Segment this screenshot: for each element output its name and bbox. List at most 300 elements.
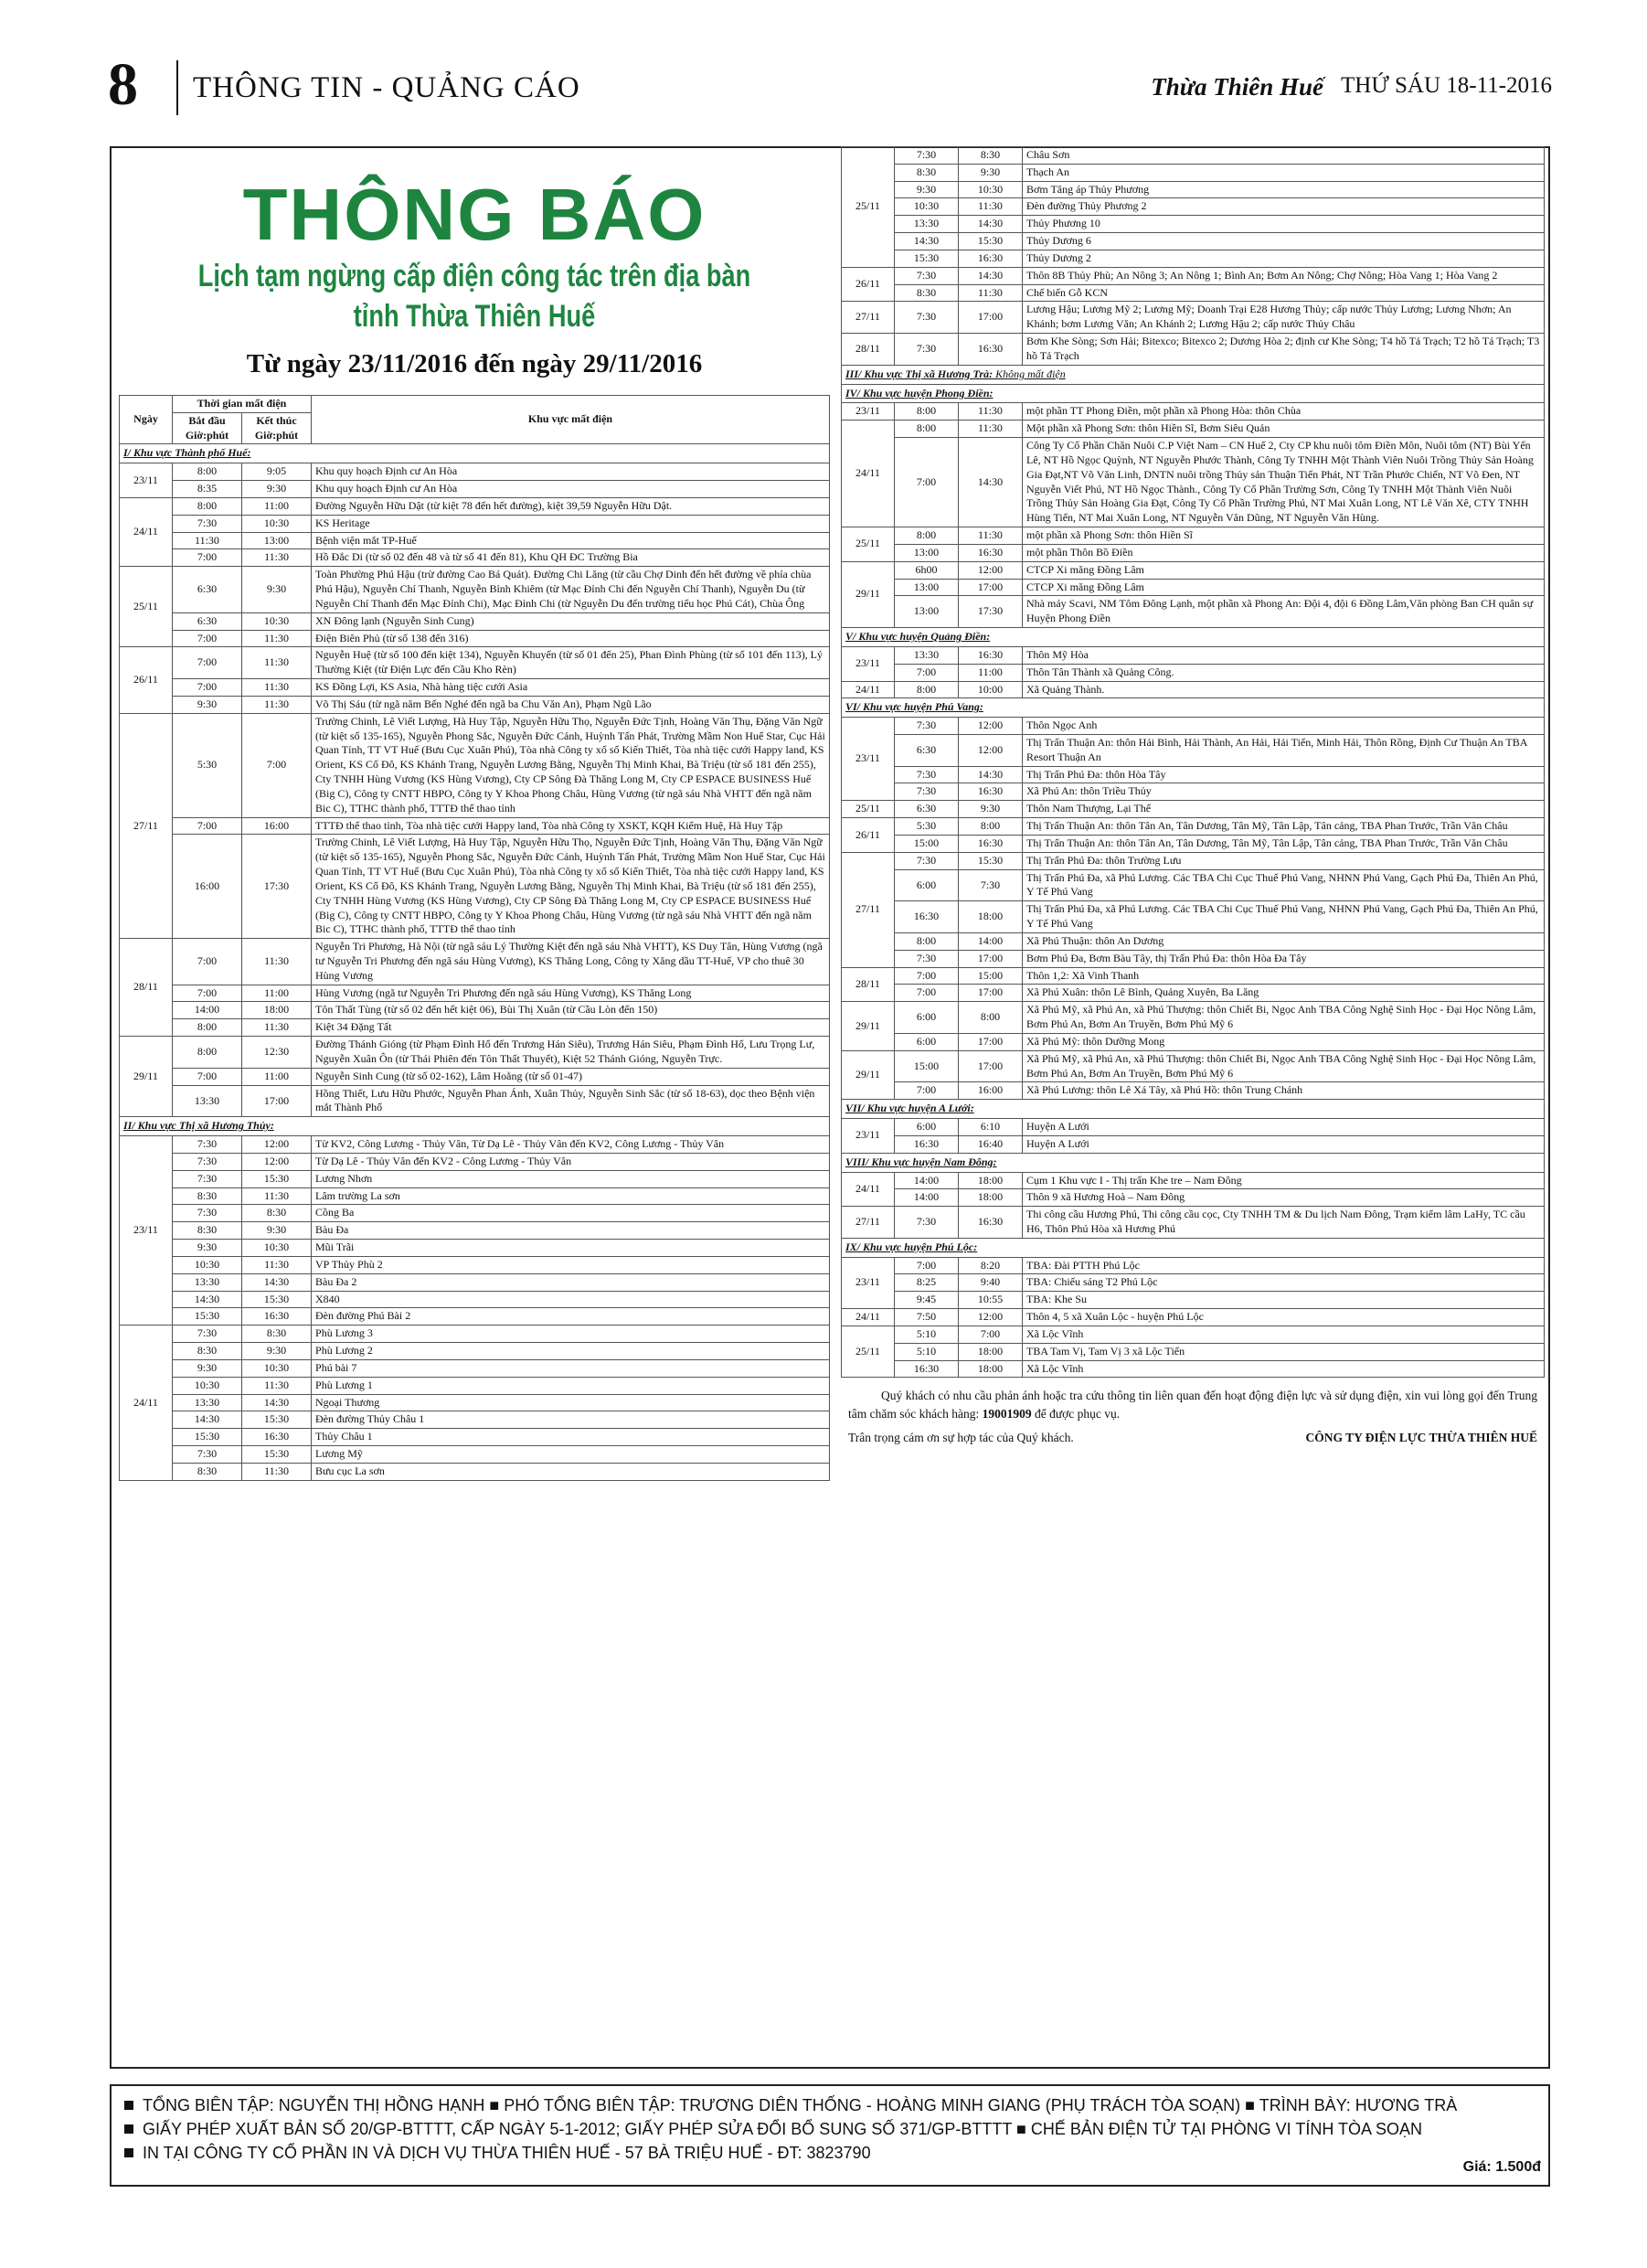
table-row xyxy=(842,216,1545,233)
start-time-cell: 7:30 xyxy=(173,515,242,532)
region-row xyxy=(842,1153,1545,1172)
page-header xyxy=(108,53,1552,117)
table-row xyxy=(120,481,830,498)
end-time-cell: 18:00 xyxy=(959,901,1023,933)
bullet-icon xyxy=(124,2124,133,2134)
bullet-icon xyxy=(124,2101,133,2110)
table-row xyxy=(842,1050,1545,1082)
end-time-cell: 12:30 xyxy=(242,1037,312,1069)
table-row xyxy=(842,233,1545,250)
area-cell: Phù Lương 1 xyxy=(312,1377,830,1394)
area-cell: TBA Tam Vị, Tam Vị 3 xã Lộc Tiến xyxy=(1023,1343,1545,1360)
table-row xyxy=(842,1257,1545,1274)
end-time-cell: 10:00 xyxy=(959,681,1023,698)
day-cell: 29/11 xyxy=(842,561,895,627)
start-time-cell: 5:30 xyxy=(173,713,242,817)
table-row xyxy=(120,1359,830,1377)
end-time-cell: 15:30 xyxy=(959,233,1023,250)
table-row xyxy=(842,1135,1545,1153)
area-cell: Từ Dạ Lê - Thủy Vân đến KV2 - Công Lương - Thủy Vân xyxy=(312,1153,830,1170)
col-header-start: Bắt đầu Giờ:phút xyxy=(173,412,242,444)
masthead-footer xyxy=(110,2084,1550,2187)
start-time-cell: 7:30 xyxy=(895,852,959,869)
notice-subtitle: Lịch tạm ngừng cấp điện công tác trên địa bàn tỉnh Thừa Thiên Huế xyxy=(197,259,751,334)
start-time-cell: 7:00 xyxy=(895,438,959,527)
area-cell: Võ Thị Sáu (từ ngã năm Bến Nghé đến ngã ba Chu Văn An), Phạm Ngũ Lão xyxy=(312,696,830,713)
start-time-cell: 7:00 xyxy=(173,985,242,1002)
area-cell: Thị Trấn Phú Đa: thôn Hòa Tây xyxy=(1023,766,1545,783)
start-time-cell: 7:30 xyxy=(895,766,959,783)
area-cell: Xã Lộc Vĩnh xyxy=(1023,1326,1545,1343)
area-cell: Thôn Tân Thành xã Quảng Công. xyxy=(1023,664,1545,681)
end-time-cell: 7:30 xyxy=(959,869,1023,901)
end-time-cell: 10:30 xyxy=(242,515,312,532)
end-time-cell: 14:30 xyxy=(959,216,1023,233)
table-row xyxy=(842,596,1545,628)
end-time-cell: 14:30 xyxy=(959,438,1023,527)
table-row xyxy=(842,852,1545,869)
day-cell: 28/11 xyxy=(842,334,895,366)
end-time-cell: 11:30 xyxy=(959,198,1023,216)
day-cell: 27/11 xyxy=(842,302,895,334)
end-time-cell: 16:40 xyxy=(959,1135,1023,1153)
col-header-end: Kết thúc Giờ:phút xyxy=(242,412,312,444)
footer-license: GIẤY PHÉP XUẤT BẢN SỐ 20/GP-BTTTT, CẤP NGÀY 5-1-2012; GIẤY PHÉP SỬA ĐỔI BỔ SUNG SỐ 371/GP-BTTTT ■ CHẾ BẢN ĐIỆN TỬ TẠI PHÒNG VI TÍNH TÒA SOẠN xyxy=(143,2120,1423,2138)
end-time-cell: 10:30 xyxy=(959,181,1023,198)
table-row xyxy=(842,334,1545,366)
day-cell: 27/11 xyxy=(842,852,895,967)
area-cell: Khu quy hoạch Định cư An Hòa xyxy=(312,481,830,498)
end-time-cell: 11:00 xyxy=(242,497,312,515)
area-cell: Xã Lộc Vĩnh xyxy=(1023,1360,1545,1378)
table-row xyxy=(842,818,1545,836)
end-time-cell: 17:00 xyxy=(959,1033,1023,1050)
day-cell: 25/11 xyxy=(120,567,173,647)
area-cell: Thủy Dương 6 xyxy=(1023,233,1545,250)
day-cell: 25/11 xyxy=(842,1326,895,1377)
region-heading: III/ Khu vực Thị xã Hương Trà: Không mất điện xyxy=(842,365,1545,384)
start-time-cell: 14:30 xyxy=(895,233,959,250)
area-cell: Đèn đường Thủy Phương 2 xyxy=(1023,198,1545,216)
area-cell: Hồng Thiết, Lưu Hữu Phước, Nguyễn Phan Ánh, Xuân Thủy, Nguyễn Sinh Sắc (từ số 18-63), dọc theo Bệnh viện mắt Thành Phố xyxy=(312,1085,830,1117)
area-cell: Từ KV2, Công Lương - Thủy Vân, Từ Dạ Lê - Thủy Vân đến KV2, Công Lương - Thủy Vân xyxy=(312,1136,830,1154)
start-time-cell: 9:30 xyxy=(895,181,959,198)
table-row xyxy=(120,1002,830,1019)
end-time-cell: 11:30 xyxy=(242,939,312,985)
end-time-cell: 14:30 xyxy=(959,267,1023,284)
day-cell: 23/11 xyxy=(842,1119,895,1154)
table-row xyxy=(120,1394,830,1411)
end-time-cell: 17:00 xyxy=(959,985,1023,1002)
region-heading: VIII/ Khu vực huyện Nam Đông: xyxy=(842,1153,1545,1172)
table-row xyxy=(120,1085,830,1117)
start-time-cell: 15:00 xyxy=(895,1050,959,1082)
day-cell: 24/11 xyxy=(842,421,895,527)
end-time-cell: 11:30 xyxy=(242,1256,312,1273)
thanks-text: Trân trọng cám ơn sự hợp tác của Quý khách. xyxy=(848,1431,1074,1445)
table-row xyxy=(842,147,1545,165)
hotline-number: 19001909 xyxy=(982,1407,1032,1421)
table-row xyxy=(120,1377,830,1394)
start-time-cell: 7:00 xyxy=(895,967,959,985)
company-name: CÔNG TY ĐIỆN LỰC THỪA THIÊN HUẾ xyxy=(1305,1431,1537,1445)
table-row xyxy=(120,1429,830,1446)
region-heading: V/ Khu vực huyện Quảng Điền: xyxy=(842,628,1545,647)
region-heading: II/ Khu vực Thị xã Hương Thủy: xyxy=(120,1117,830,1136)
end-time-cell: 8:00 xyxy=(959,818,1023,836)
day-cell: 24/11 xyxy=(842,1309,895,1326)
day-cell: 23/11 xyxy=(842,403,895,421)
notice-date-range: Từ ngày 23/11/2016 đến ngày 29/11/2016 xyxy=(246,349,703,378)
start-time-cell: 6:30 xyxy=(173,567,242,612)
day-cell: 23/11 xyxy=(842,718,895,801)
start-time-cell: 8:35 xyxy=(173,481,242,498)
area-cell: Lương Mỹ xyxy=(312,1446,830,1464)
area-cell: Thôn Ngọc Anh xyxy=(1023,718,1545,735)
start-time-cell: 16:00 xyxy=(173,835,242,939)
end-time-cell: 12:00 xyxy=(242,1136,312,1154)
footer-editors: TỔNG BIÊN TẬP: NGUYỄN THỊ HỒNG HẠNH ■ PHÓ TỔNG BIÊN TẬP: TRƯƠNG DIÊN THỐNG - HOÀNG MINH GIANG (PHỤ TRÁCH TÒA SOẠN) ■ TRÌNH BÀY: HƯƠNG TRÀ xyxy=(143,2096,1458,2114)
day-cell: 23/11 xyxy=(120,1136,173,1326)
end-time-cell: 7:00 xyxy=(242,713,312,817)
start-time-cell: 7:00 xyxy=(173,549,242,567)
end-time-cell: 11:00 xyxy=(242,985,312,1002)
day-cell: 24/11 xyxy=(842,1172,895,1207)
area-cell: Thị Trấn Thuận An: thôn Hải Bình, Hải Thành, An Hải, Hải Tiến, Minh Hải, Thôn Rồng, Định Cư Thuận An TBA Resort Thuận An xyxy=(1023,734,1545,766)
start-time-cell: 7:30 xyxy=(173,1153,242,1170)
area-cell: Xã Phú Mỹ: thôn Dưỡng Mong xyxy=(1023,1033,1545,1050)
area-cell: Chế biến Gỗ KCN xyxy=(1023,284,1545,302)
start-time-cell: 15:30 xyxy=(173,1308,242,1326)
area-cell: Phú bài 7 xyxy=(312,1359,830,1377)
contact-note: Quý khách có nhu cầu phản ánh hoặc tra cứu thông tin liên quan đến hoạt động điện lực và sử dụng điện, xin vui lòng gọi đến Trung tâm chăm sóc khách hàng: 19001909 để được phục vụ. xyxy=(848,1389,1537,1421)
table-row xyxy=(120,817,830,835)
table-row xyxy=(842,869,1545,901)
start-time-cell: 7:30 xyxy=(895,147,959,165)
area-cell: Xã Phú An: thôn Triều Thủy xyxy=(1023,783,1545,801)
start-time-cell: 13:30 xyxy=(173,1085,242,1117)
schedule-table-right xyxy=(841,146,1545,1378)
start-time-cell: 15:30 xyxy=(895,250,959,267)
area-cell: Thủy Dương 2 xyxy=(1023,250,1545,267)
start-time-cell: 6:30 xyxy=(173,612,242,630)
area-cell: Huyện A Lưới xyxy=(1023,1119,1545,1136)
table-row xyxy=(842,544,1545,561)
start-time-cell: 11:30 xyxy=(173,532,242,549)
table-row xyxy=(120,497,830,515)
start-time-cell: 10:30 xyxy=(173,1256,242,1273)
table-row xyxy=(842,801,1545,818)
end-time-cell: 9:30 xyxy=(242,481,312,498)
end-time-cell: 9:30 xyxy=(959,164,1023,181)
table-row xyxy=(842,734,1545,766)
end-time-cell: 16:30 xyxy=(959,646,1023,664)
table-row xyxy=(120,515,830,532)
region-row xyxy=(120,444,830,463)
area-cell: Bàu Đa 2 xyxy=(312,1273,830,1291)
table-row xyxy=(842,250,1545,267)
end-time-cell: 17:30 xyxy=(242,835,312,939)
area-cell: một phần xã Phong Sơn: thôn Hiền Sĩ xyxy=(1023,527,1545,545)
end-time-cell: 16:30 xyxy=(959,334,1023,366)
area-cell: Nguyễn Sinh Cung (từ số 02-162), Lâm Hoằng (từ số 01-47) xyxy=(312,1068,830,1085)
area-cell: Thị Trấn Phú Đa, xã Phú Lương. Các TBA Chi Cục Thuế Phú Vang, NHNN Phú Vang, Gạch Phú Đa, Thiên An Phú, Y Tế Phú Vang xyxy=(1023,901,1545,933)
start-time-cell: 7:50 xyxy=(895,1309,959,1326)
end-time-cell: 10:30 xyxy=(242,612,312,630)
day-cell: 23/11 xyxy=(842,646,895,681)
start-time-cell: 13:30 xyxy=(895,216,959,233)
table-row xyxy=(842,1082,1545,1100)
table-row xyxy=(842,664,1545,681)
end-time-cell: 9:30 xyxy=(242,1222,312,1240)
end-time-cell: 11:00 xyxy=(959,664,1023,681)
end-time-cell: 18:00 xyxy=(242,1002,312,1019)
area-cell: TTTĐ thể thao tỉnh, Tòa nhà tiệc cưới Happy land, Tòa nhà Công ty XSKT, KQH Kiểm Huệ, Hà Huy Tập xyxy=(312,817,830,835)
table-row xyxy=(120,1291,830,1308)
table-row xyxy=(842,1360,1545,1378)
start-time-cell: 9:30 xyxy=(173,1359,242,1377)
end-time-cell: 14:30 xyxy=(242,1394,312,1411)
area-cell: Thủy Phương 10 xyxy=(1023,216,1545,233)
area-cell: Nguyễn Huệ (từ số 100 đến kiệt 134), Nguyễn Khuyến (từ số 01 đến 25), Phan Đình Phùng (từ số 101 đến 113), Lý Thường Kiệt (từ Điện Lực đến Cầu Kho Rèn) xyxy=(312,647,830,679)
start-time-cell: 16:30 xyxy=(895,1135,959,1153)
end-time-cell: 16:30 xyxy=(959,544,1023,561)
table-row xyxy=(842,783,1545,801)
end-time-cell: 16:30 xyxy=(959,835,1023,852)
region-row xyxy=(842,698,1545,718)
table-row xyxy=(842,932,1545,950)
region-row xyxy=(842,384,1545,403)
area-cell: Công Ty Cổ Phần Chăn Nuôi C.P Việt Nam – CN Huế 2, Cty CP khu nuôi tôm Điền Môn, Nuôi tôm (NT) Bùi Yến Lê, NT Hồ Ngọc Quỳnh, NT Nguyễn Phước Thành, Công Ty TNHH Một Thành Viên Nuôi Trồng Thủy Sản Hoàng Gia Đạt,NT Võ Văn Linh, DNTN nuôi trồng Thủy sản Thuận Tiến Phát, NT Trần Phước Chiến, NT Võ Đen, NT Nguyễn Viết Phú, NT Hồ Ngọc Thành., Công Ty Cổ Phần Trường Sơn, Công Ty TNHH Một Thành Viên Nuôi Trồng Thủy Sản Hoàng Gia Đạt, Công Ty Cổ Phần Trường Phú, NT Mai Xuân Long, NT Lê Văn Xê, CTY TNHH Hùng Tiến, NT Mai Xuân Long, NT Nguyễn Văn Dũng, NT Nguyễn Văn Hùng. xyxy=(1023,438,1545,527)
table-row xyxy=(842,527,1545,545)
end-time-cell: 16:30 xyxy=(959,783,1023,801)
area-cell: Bơm Phú Đa, Bơm Bàu Tây, thị Trấn Phú Đa: thôn Hòa Đa Tây xyxy=(1023,950,1545,967)
page-number: 8 xyxy=(108,51,138,118)
end-time-cell: 18:00 xyxy=(959,1172,1023,1189)
start-time-cell: 7:30 xyxy=(895,783,959,801)
area-cell: Thị Trấn Phú Đa: thôn Trường Lưu xyxy=(1023,852,1545,869)
col-header-area: Khu vực mất điện xyxy=(312,396,830,444)
table-row xyxy=(842,766,1545,783)
table-row xyxy=(120,612,830,630)
end-time-cell: 11:30 xyxy=(242,1377,312,1394)
area-cell: Kiệt 34 Đặng Tất xyxy=(312,1019,830,1037)
end-time-cell: 18:00 xyxy=(959,1189,1023,1207)
area-cell: TBA: Đài PTTH Phú Lộc xyxy=(1023,1257,1545,1274)
start-time-cell: 7:30 xyxy=(895,718,959,735)
area-cell: Mũi Trãi xyxy=(312,1240,830,1257)
area-cell: Đèn đường Phú Bài 2 xyxy=(312,1308,830,1326)
start-time-cell: 7:00 xyxy=(173,647,242,679)
start-time-cell: 7:30 xyxy=(895,302,959,334)
region-heading: VI/ Khu vực huyện Phú Vang: xyxy=(842,698,1545,718)
start-time-cell: 7:30 xyxy=(173,1205,242,1222)
region-row xyxy=(842,628,1545,647)
start-time-cell: 8:30 xyxy=(173,1343,242,1360)
table-row xyxy=(120,567,830,612)
table-row xyxy=(120,1446,830,1464)
area-cell: Hồ Đắc Di (từ số 02 đến 48 và từ số 41 đến 81), Khu QH ĐC Trường Bia xyxy=(312,549,830,567)
start-time-cell: 16:30 xyxy=(895,901,959,933)
day-cell: 24/11 xyxy=(842,681,895,698)
start-time-cell: 9:30 xyxy=(173,1240,242,1257)
area-cell: Xã Phú Thuận: thôn An Dương xyxy=(1023,932,1545,950)
area-cell: Thôn 9 xã Hương Hoà – Nam Đông xyxy=(1023,1189,1545,1207)
right-column xyxy=(841,146,1545,2060)
area-cell: Thị Trấn Phú Đa, xã Phú Lương. Các TBA Chi Cục Thuế Phú Vang, NHNN Phú Vang, Gạch Phú Đa, Thiên An Phú, Y Tế Phú Vang xyxy=(1023,869,1545,901)
table-row xyxy=(120,1068,830,1085)
day-cell: 26/11 xyxy=(120,647,173,713)
end-time-cell: 17:00 xyxy=(959,302,1023,334)
area-cell: Xã Phú Mỹ, xã Phú An, xã Phú Thượng: thôn Chiết Bi, Ngọc Anh TBA Công Nghệ Sinh Học - Đại Học Nông Lâm, Bơm Phú An, Bơm An Truyền, Bơm Phú Mỹ 6 xyxy=(1023,1050,1545,1082)
end-time-cell: 10:55 xyxy=(959,1292,1023,1309)
table-row xyxy=(842,1292,1545,1309)
end-time-cell: 16:30 xyxy=(242,1308,312,1326)
area-cell: Bệnh viện mắt TP-Huế xyxy=(312,532,830,549)
start-time-cell: 5:10 xyxy=(895,1343,959,1360)
start-time-cell: 16:30 xyxy=(895,1360,959,1378)
table-row xyxy=(120,1308,830,1326)
area-cell: Nguyễn Tri Phương, Hà Nội (từ ngã sáu Lý Thường Kiệt đến ngã sáu Nhà VHTT), KS Duy Tân, Hùng Vương (ngã tư Nguyễn Tri Phương đến ngã sáu Hùng Vương), KS Thăng Long, Công ty Xăng dầu TT-Huế, VP cho thuê 30 Hùng Vương xyxy=(312,939,830,985)
start-time-cell: 6:00 xyxy=(895,1033,959,1050)
end-time-cell: 11:30 xyxy=(242,1187,312,1205)
area-cell: Một phần xã Phong Sơn: thôn Hiền Sĩ, Bơm Siêu Quản xyxy=(1023,421,1545,438)
day-cell: 26/11 xyxy=(842,267,895,302)
area-cell: Phù Lương 3 xyxy=(312,1326,830,1343)
start-time-cell: 13:00 xyxy=(895,579,959,596)
region-heading: I/ Khu vực Thành phố Huế: xyxy=(120,444,830,463)
start-time-cell: 7:30 xyxy=(173,1446,242,1464)
start-time-cell: 7:00 xyxy=(895,985,959,1002)
end-time-cell: 11:30 xyxy=(242,696,312,713)
end-time-cell: 10:30 xyxy=(242,1359,312,1377)
start-time-cell: 8:00 xyxy=(173,1037,242,1069)
bullet-icon xyxy=(124,2148,133,2157)
table-row xyxy=(842,403,1545,421)
start-time-cell: 6:30 xyxy=(895,801,959,818)
day-cell: 25/11 xyxy=(842,527,895,562)
start-time-cell: 15:30 xyxy=(173,1429,242,1446)
table-row xyxy=(120,463,830,481)
day-cell: 26/11 xyxy=(842,818,895,853)
table-row xyxy=(842,181,1545,198)
day-cell: 24/11 xyxy=(120,497,173,566)
start-time-cell: 14:00 xyxy=(895,1172,959,1189)
area-cell: một phần Thôn Bồ Điền xyxy=(1023,544,1545,561)
area-cell: Thôn 1,2: Xã Vinh Thanh xyxy=(1023,967,1545,985)
start-time-cell: 8:30 xyxy=(895,164,959,181)
area-cell: Thôn Mỹ Hòa xyxy=(1023,646,1545,664)
area-cell: Bơm Tăng áp Thủy Phương xyxy=(1023,181,1545,198)
area-cell: Châu Sơn xyxy=(1023,147,1545,165)
table-row xyxy=(120,1273,830,1291)
table-row xyxy=(842,579,1545,596)
end-time-cell: 11:30 xyxy=(959,527,1023,545)
area-cell: Xã Quảng Thành. xyxy=(1023,681,1545,698)
end-time-cell: 8:30 xyxy=(959,147,1023,165)
end-time-cell: 15:30 xyxy=(959,852,1023,869)
start-time-cell: 13:00 xyxy=(895,544,959,561)
area-cell: Thôn 4, 5 xã Xuân Lộc - huyện Phú Lộc xyxy=(1023,1309,1545,1326)
table-row xyxy=(842,1274,1545,1292)
table-row xyxy=(120,835,830,939)
area-cell: Hùng Vương (ngã tư Nguyễn Tri Phương đến ngã sáu Hùng Vương), KS Thăng Long xyxy=(312,985,830,1002)
area-cell: TBA: Chiếu sáng T2 Phú Lộc xyxy=(1023,1274,1545,1292)
table-row xyxy=(120,532,830,549)
table-row xyxy=(842,1189,1545,1207)
table-row xyxy=(120,549,830,567)
start-time-cell: 8:30 xyxy=(173,1463,242,1480)
start-time-cell: 7:00 xyxy=(173,817,242,835)
table-row xyxy=(120,1187,830,1205)
table-row xyxy=(120,985,830,1002)
start-time-cell: 7:00 xyxy=(895,1257,959,1274)
region-row xyxy=(842,1238,1545,1257)
start-time-cell: 13:30 xyxy=(173,1394,242,1411)
schedule-table-left xyxy=(119,395,830,1481)
start-time-cell: 8:25 xyxy=(895,1274,959,1292)
end-time-cell: 14:00 xyxy=(959,932,1023,950)
left-column xyxy=(119,146,830,2041)
area-cell: Khu quy hoạch Định cư An Hòa xyxy=(312,463,830,481)
area-cell: VP Thủy Phù 2 xyxy=(312,1256,830,1273)
area-cell: Bàu Đa xyxy=(312,1222,830,1240)
end-time-cell: 11:30 xyxy=(242,1019,312,1037)
start-time-cell: 14:00 xyxy=(173,1002,242,1019)
area-cell: Xã Phú Lương: thôn Lê Xá Tây, xã Phú Hồ: thôn Trung Chánh xyxy=(1023,1082,1545,1100)
table-row xyxy=(842,1207,1545,1239)
region-row xyxy=(842,365,1545,384)
end-time-cell: 18:00 xyxy=(959,1360,1023,1378)
table-row xyxy=(842,302,1545,334)
start-time-cell: 7:00 xyxy=(173,1068,242,1085)
end-time-cell: 12:00 xyxy=(959,734,1023,766)
area-cell: Tôn Thất Tùng (từ số 02 đến hết kiệt 06), Bùi Thị Xuân (từ Cầu Lòn đến 150) xyxy=(312,1002,830,1019)
area-cell: Xã Phú Mỹ, xã Phú An, xã Phú Thượng: thôn Chiết Bi, Ngọc Anh TBA Công Nghệ Sinh Học - Đại Học Nông Lâm, Bơm Phú An, Bơm An Truyền, Bơm Phú Mỹ 6 xyxy=(1023,1002,1545,1034)
end-time-cell: 15:30 xyxy=(242,1170,312,1187)
table-row xyxy=(120,1019,830,1037)
start-time-cell: 8:30 xyxy=(173,1222,242,1240)
end-time-cell: 11:30 xyxy=(242,549,312,567)
table-row xyxy=(842,967,1545,985)
table-row xyxy=(120,1240,830,1257)
day-cell: 27/11 xyxy=(120,713,173,938)
end-time-cell: 12:00 xyxy=(959,718,1023,735)
footer-printer: IN TẠI CÔNG TY CỔ PHẦN IN VÀ DỊCH VỤ THỪA THIÊN HUẾ - 57 BÀ TRIỆU HUẾ - ĐT: 3823790 xyxy=(143,2144,871,2162)
region-row xyxy=(842,1100,1545,1119)
start-time-cell: 8:00 xyxy=(895,421,959,438)
table-row xyxy=(120,1170,830,1187)
start-time-cell: 9:45 xyxy=(895,1292,959,1309)
area-cell: CTCP Xi măng Đồng Lâm xyxy=(1023,579,1545,596)
area-cell: Thi công cầu Hương Phú, Thi công cầu cọc, Cty TNHH TM & Du lịch Nam Đông, Trạm kiểm lâm LaHy, TC cầu H6, Thôn Phú Hòa xã Hương Phú xyxy=(1023,1207,1545,1239)
table-row xyxy=(842,1309,1545,1326)
end-time-cell: 11:30 xyxy=(242,647,312,679)
area-cell: Thôn Nam Thượng, Lại Thế xyxy=(1023,801,1545,818)
table-row xyxy=(842,1119,1545,1136)
end-time-cell: 11:00 xyxy=(242,1068,312,1085)
table-row xyxy=(842,421,1545,438)
table-row xyxy=(120,1136,830,1154)
area-cell: Điện Biên Phủ (từ số 138 đến 316) xyxy=(312,630,830,647)
start-time-cell: 7:30 xyxy=(895,950,959,967)
area-cell: Bơm Khe Sòng; Sơn Hải; Bitexco; Bitexco 2; Dương Hòa 2; định cư Khe Sòng; T4 hồ Tả Trạch; T2 hồ Tả Trạch; T3 hồ Tả Trạch xyxy=(1023,334,1545,366)
end-time-cell: 11:30 xyxy=(242,1463,312,1480)
table-row xyxy=(842,1002,1545,1034)
end-time-cell: 17:00 xyxy=(959,1050,1023,1082)
end-time-cell: 9:30 xyxy=(242,1343,312,1360)
signature-line xyxy=(841,1431,1545,1445)
